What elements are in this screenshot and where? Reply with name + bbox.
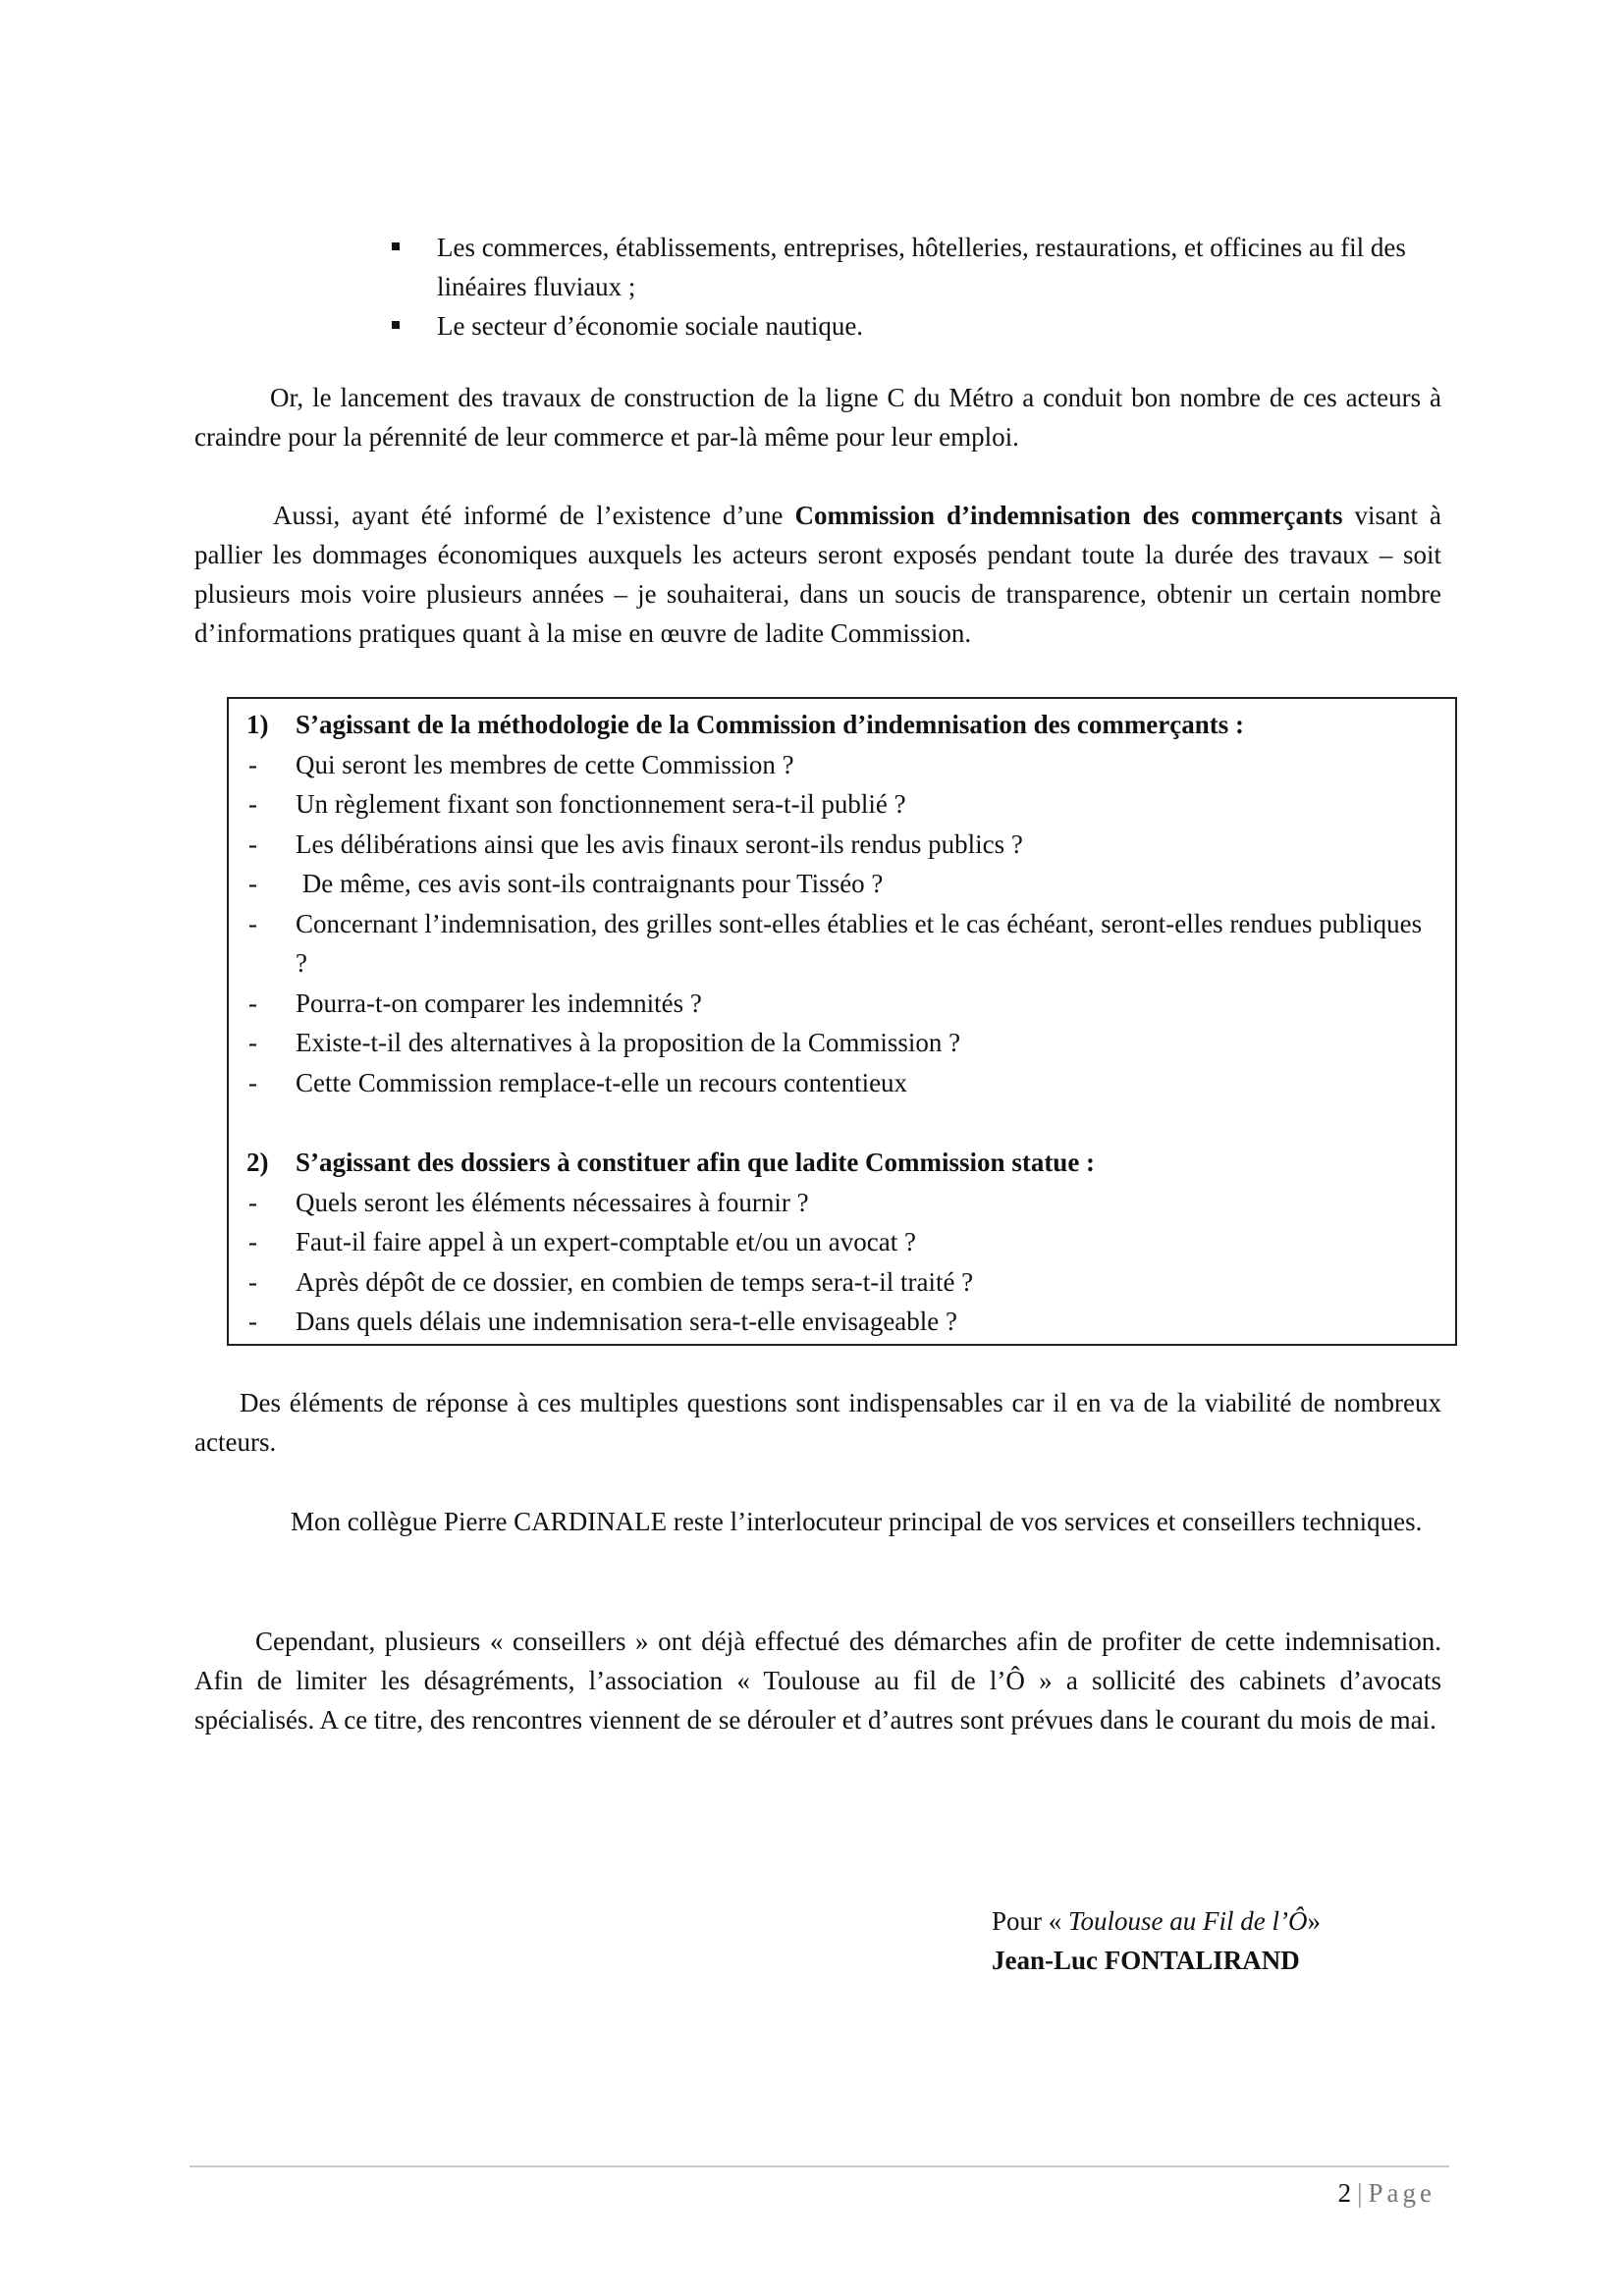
bullet-item: Les commerces, établissements, entreprises, hôtelleries, restaurations, et officines au fil des linéaires fluviaux ; bbox=[388, 228, 1448, 306]
paragraph-reponses: Des éléments de réponse à ces multiples questions sont indispensables car il en va de la viabilité de nombreux acteurs. bbox=[194, 1388, 1441, 1457]
question-item: - Un règlement fixant son fonctionnement sera-t-il publié ? bbox=[246, 784, 1435, 825]
page-label: Page bbox=[1368, 2178, 1435, 2208]
questions-section-dossiers bbox=[246, 1143, 1435, 1342]
question-item: - Pourra-t-on comparer les indemnités ? bbox=[246, 984, 1435, 1024]
footer-divider bbox=[189, 2165, 1449, 2167]
question-item: - Après dépôt de ce dossier, en combien de temps sera-t-il traité ? bbox=[246, 1262, 1435, 1303]
question-item: - Dans quels délais une indemnisation sera-t-elle envisageable ? bbox=[246, 1302, 1435, 1342]
paragraph-travaux: Or, le lancement des travaux de construction de la ligne C du Métro a conduit bon nombre de ces acteurs à craindre pour la pérennité de leur commerce et par-là même pour leur emploi. bbox=[194, 383, 1441, 452]
association-name: Toulouse au Fil de l’Ô bbox=[1068, 1906, 1308, 1936]
section-heading: 2) S’agissant des dossiers à constituer afin que ladite Commission statue : bbox=[246, 1148, 1096, 1177]
page-number: 2 bbox=[1337, 2178, 1352, 2208]
question-item: - De même, ces avis sont-ils contraignants pour Tisséo ? bbox=[246, 864, 1435, 904]
section-heading: 1) S’agissant de la méthodologie de la Commission d’indemnisation des commerçants : bbox=[246, 710, 1245, 739]
questions-section-methodology bbox=[246, 705, 1435, 1102]
questions-box bbox=[227, 697, 1457, 1346]
bullet-list bbox=[388, 228, 1448, 346]
signatory-name: Jean-Luc FONTALIRAND bbox=[992, 1946, 1300, 1975]
page-footer bbox=[1338, 2173, 1435, 2213]
commission-name: Commission d’indemnisation des commerçants bbox=[794, 501, 1343, 530]
paragraph-interlocuteur: Mon collègue Pierre CARDINALE reste l’interlocuteur principal de vos services et conseillers techniques. bbox=[291, 1507, 1423, 1536]
paragraph-conseillers: Cependant, plusieurs « conseillers » ont déjà effectué des démarches afin de profiter de cette indemnisation. Afin de limiter les désagréments, l’association « Toulouse au fil de l’Ô » a sollicité des cabinets d’avocats spécialisés. A ce titre, des rencontres viennent de se dérouler et d’autres sont prévues dans le courant du mois de mai. bbox=[194, 1627, 1441, 1735]
paragraph-commission: Aussi, ayant été informé de l’existence d’une Commission d’indemnisation des commerçants visant à pallier les dommages économiques auxquels les acteurs seront exposés pendant toute la durée des travaux – soit plusieurs mois voire plusieurs années – je souhaiterai, dans un soucis de transparence, obtenir un certain nombre d’informations pratiques quant à la mise en œuvre de ladite Commission. bbox=[194, 501, 1441, 648]
signature-block bbox=[992, 1901, 1321, 1980]
signature-org-line: Pour « Toulouse au Fil de l’Ô» bbox=[992, 1906, 1322, 1936]
question-item: - Les délibérations ainsi que les avis finaux seront-ils rendus publics ? bbox=[246, 825, 1435, 865]
page-separator: | bbox=[1357, 2178, 1363, 2208]
question-item: - Qui seront les membres de cette Commission ? bbox=[246, 745, 1435, 785]
question-item: - Concernant l’indemnisation, des grilles sont-elles établies et le cas échéant, seront-elles rendues publiques ? bbox=[246, 904, 1435, 984]
question-item: - Cette Commission remplace-t-elle un recours contentieux bbox=[246, 1063, 1435, 1103]
question-item: - Faut-il faire appel à un expert-comptable et/ou un avocat ? bbox=[246, 1222, 1435, 1262]
question-item: - Existe-t-il des alternatives à la proposition de la Commission ? bbox=[246, 1023, 1435, 1063]
bullet-item: Le secteur d’économie sociale nautique. bbox=[388, 306, 1448, 346]
question-item: - Quels seront les éléments nécessaires à fournir ? bbox=[246, 1183, 1435, 1223]
